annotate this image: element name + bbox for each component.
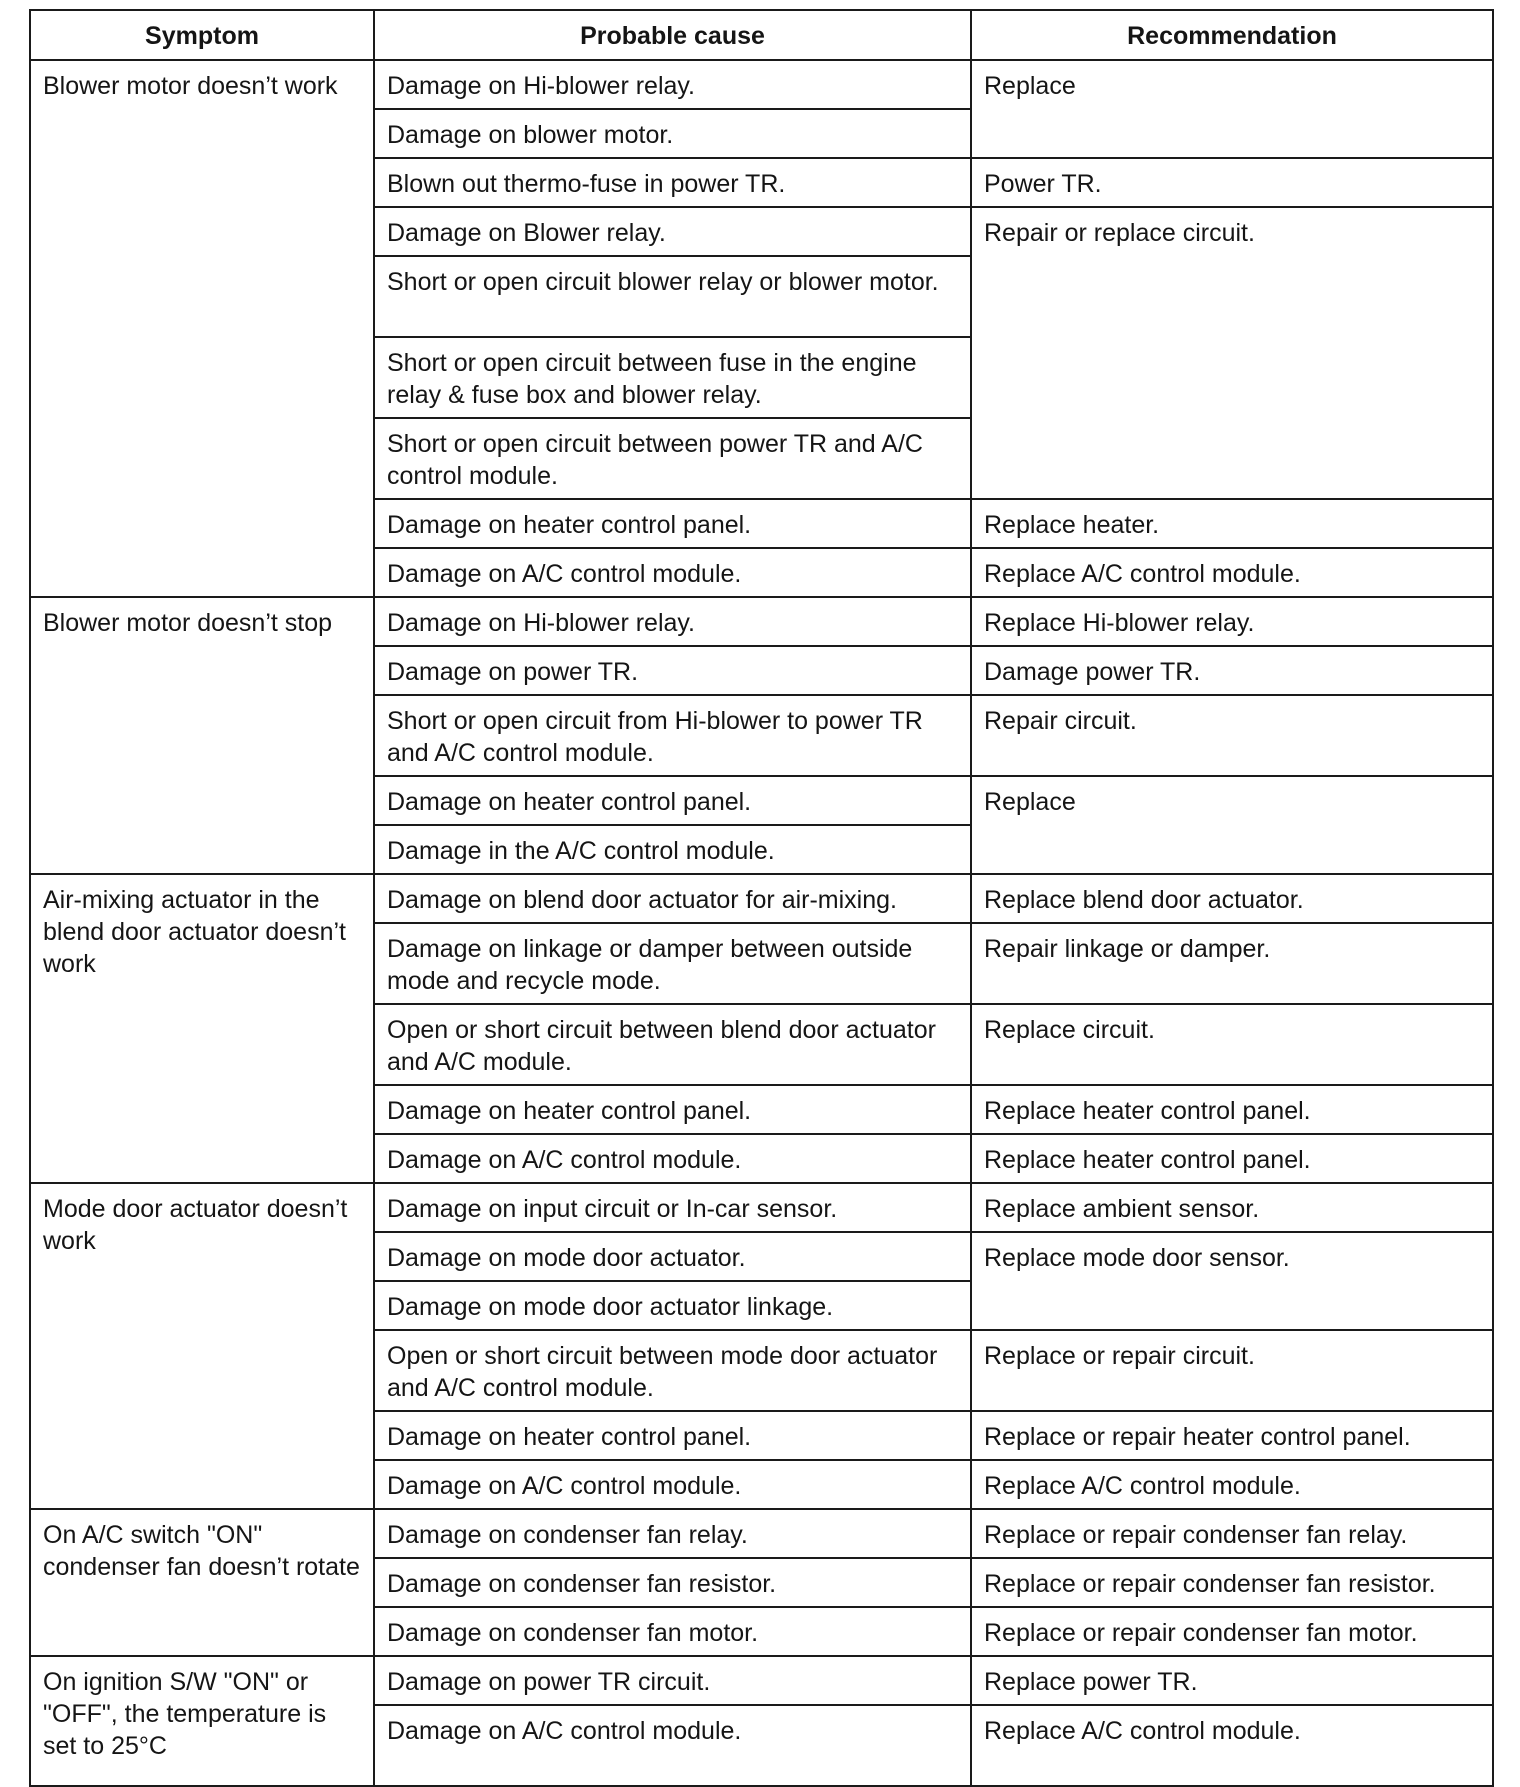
recommendation-cell: Repair circuit.	[971, 695, 1493, 776]
cause-cell: Damage on power TR.	[374, 646, 971, 695]
cause-cell: Open or short circuit between blend door actuator and A/C module.	[374, 1004, 971, 1085]
cause-cell: Damage on blend door actuator for air-mixing.	[374, 874, 971, 923]
recommendation-cell: Replace or repair circuit.	[971, 1330, 1493, 1411]
cause-cell: Damage on heater control panel.	[374, 776, 971, 825]
symptom-cell: Mode door actuator doesn’t work	[30, 1183, 374, 1509]
cause-cell: Damage on mode door actuator linkage.	[374, 1281, 971, 1330]
recommendation-cell: Damage power TR.	[971, 646, 1493, 695]
recommendation-cell: Replace heater control panel.	[971, 1085, 1493, 1134]
cause-cell: Short or open circuit between power TR and A/C control module.	[374, 418, 971, 499]
cause-cell: Damage on blower motor.	[374, 109, 971, 158]
recommendation-cell: Replace or repair condenser fan motor.	[971, 1607, 1493, 1656]
recommendation-cell: Replace A/C control module.	[971, 1460, 1493, 1509]
symptom-cell: Blower motor doesn’t work	[30, 60, 374, 597]
recommendation-cell: Replace Hi-blower relay.	[971, 597, 1493, 646]
troubleshooting-table	[29, 9, 1494, 1787]
cause-cell: Damage on heater control panel.	[374, 1085, 971, 1134]
recommendation-cell: Replace or repair condenser fan relay.	[971, 1509, 1493, 1558]
cause-cell: Damage on A/C control module.	[374, 1705, 971, 1786]
cause-cell: Damage on mode door actuator.	[374, 1232, 971, 1281]
header-recommendation: Recommendation	[971, 10, 1493, 60]
table-row	[30, 1509, 1493, 1558]
cause-cell: Short or open circuit from Hi-blower to power TR and A/C control module.	[374, 695, 971, 776]
recommendation-cell: Replace	[971, 776, 1493, 874]
recommendation-cell: Replace circuit.	[971, 1004, 1493, 1085]
symptom-cell: Air-mixing actuator in the blend door actuator doesn’t work	[30, 874, 374, 1183]
table-row	[30, 597, 1493, 646]
recommendation-cell: Power TR.	[971, 158, 1493, 207]
recommendation-cell: Replace or repair heater control panel.	[971, 1411, 1493, 1460]
cause-cell: Damage on heater control panel.	[374, 1411, 971, 1460]
table-row	[30, 60, 1493, 109]
symptom-cell: Blower motor doesn’t stop	[30, 597, 374, 874]
recommendation-cell: Repair or replace circuit.	[971, 207, 1493, 499]
cause-cell: Short or open circuit between fuse in the engine relay & fuse box and blower relay.	[374, 337, 971, 418]
header-row	[30, 10, 1493, 60]
cause-cell: Damage on Blower relay.	[374, 207, 971, 256]
symptom-cell: On A/C switch "ON" condenser fan doesn’t rotate	[30, 1509, 374, 1656]
recommendation-cell: Replace heater control panel.	[971, 1134, 1493, 1183]
recommendation-cell: Replace blend door actuator.	[971, 874, 1493, 923]
cause-cell: Damage on Hi-blower relay.	[374, 597, 971, 646]
table-row	[30, 1656, 1493, 1705]
recommendation-cell: Replace power TR.	[971, 1656, 1493, 1705]
cause-cell: Damage in the A/C control module.	[374, 825, 971, 874]
recommendation-cell: Replace A/C control module.	[971, 1705, 1493, 1786]
symptom-cell: On ignition S/W "ON" or "OFF", the temperature is set to 25°C	[30, 1656, 374, 1786]
header-probable-cause: Probable cause	[374, 10, 971, 60]
cause-cell: Open or short circuit between mode door actuator and A/C control module.	[374, 1330, 971, 1411]
cause-cell: Damage on power TR circuit.	[374, 1656, 971, 1705]
recommendation-cell: Repair linkage or damper.	[971, 923, 1493, 1004]
recommendation-cell: Replace heater.	[971, 499, 1493, 548]
cause-cell: Damage on linkage or damper between outside mode and recycle mode.	[374, 923, 971, 1004]
cause-cell: Blown out thermo-fuse in power TR.	[374, 158, 971, 207]
table-row	[30, 874, 1493, 923]
cause-cell: Damage on Hi-blower relay.	[374, 60, 971, 109]
recommendation-cell: Replace ambient sensor.	[971, 1183, 1493, 1232]
cause-cell: Damage on heater control panel.	[374, 499, 971, 548]
cause-cell: Damage on A/C control module.	[374, 1134, 971, 1183]
cause-cell: Short or open circuit blower relay or blower motor.	[374, 256, 971, 337]
cause-cell: Damage on condenser fan resistor.	[374, 1558, 971, 1607]
header-symptom: Symptom	[30, 10, 374, 60]
cause-cell: Damage on condenser fan motor.	[374, 1607, 971, 1656]
recommendation-cell: Replace or repair condenser fan resistor.	[971, 1558, 1493, 1607]
table-row	[30, 1183, 1493, 1232]
cause-cell: Damage on A/C control module.	[374, 548, 971, 597]
recommendation-cell: Replace mode door sensor.	[971, 1232, 1493, 1330]
cause-cell: Damage on condenser fan relay.	[374, 1509, 971, 1558]
recommendation-cell: Replace	[971, 60, 1493, 158]
recommendation-cell: Replace A/C control module.	[971, 548, 1493, 597]
cause-cell: Damage on input circuit or In-car sensor.	[374, 1183, 971, 1232]
cause-cell: Damage on A/C control module.	[374, 1460, 971, 1509]
